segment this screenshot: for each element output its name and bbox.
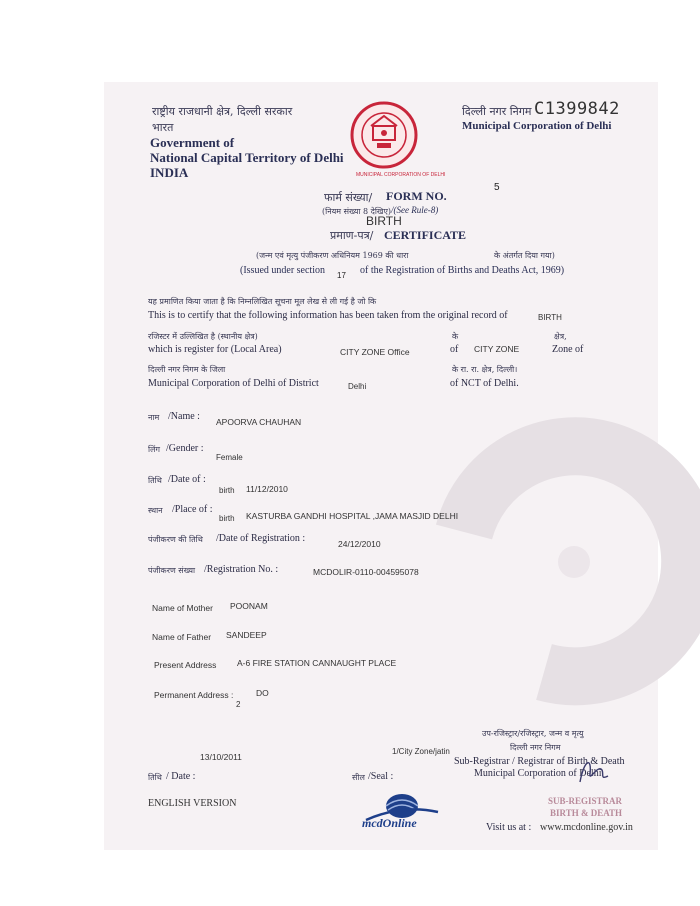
- govt-en-line2: National Capital Territory of Delhi: [150, 150, 344, 165]
- reg-date-value: 24/12/2010: [338, 539, 381, 549]
- reg-date-label-hindi: पंजीकरण की तिथि: [148, 535, 203, 544]
- reg-no-label: /Registration No. :: [204, 564, 279, 575]
- pob-label-hindi: स्थान: [148, 506, 163, 515]
- permanent-address-label: Permanent Address :: [154, 690, 234, 700]
- emblem-text: MUNICIPAL CORPORATION OF DELHI: [356, 172, 446, 178]
- govt-en-line1: Government of: [150, 135, 235, 150]
- present-address-value: A-6 FIRE STATION CANNAUGHT PLACE: [237, 658, 397, 668]
- seal-label: /Seal :: [368, 771, 394, 782]
- pob-prefix: birth: [219, 514, 235, 523]
- form-number: 5: [494, 182, 500, 193]
- area-hindi: क्षेत्र,: [554, 332, 567, 341]
- record-of-value: BIRTH: [538, 313, 562, 322]
- country-en: INDIA: [150, 165, 189, 180]
- section-number: 17: [337, 271, 346, 280]
- gender-value: Female: [216, 453, 243, 462]
- of-label: of: [450, 344, 459, 355]
- mcd-emblem-icon: [349, 100, 419, 170]
- cert-hindi: प्रमाण-पत्र/: [330, 229, 374, 242]
- stamp-line2: BIRTH & DEATH: [550, 808, 623, 818]
- gender-label: /Gender :: [166, 443, 204, 454]
- district-hindi: दिल्ली नगर निगम के जिला: [148, 365, 226, 374]
- dob-value: 11/12/2010: [246, 484, 288, 494]
- register-of-hindi: के: [452, 332, 459, 341]
- certify-hindi: यह प्रमाणित किया जाता है कि निम्नलिखित सूचना मूल लेख से ली गई है जो कि: [148, 297, 377, 306]
- country-hindi: भारत: [152, 121, 174, 134]
- district-en: Municipal Corporation of Delhi of District: [148, 378, 319, 389]
- mcd-en: Municipal Corporation of Delhi: [462, 120, 612, 132]
- reg-no-label-hindi: पंजीकरण संख्या: [148, 566, 196, 575]
- permanent-address-number: 2: [236, 700, 241, 709]
- nct-en: of NCT of Delhi.: [450, 378, 519, 389]
- seal-label-hindi: सील: [352, 773, 365, 782]
- stamp-line1: SUB-REGISTRAR: [548, 796, 623, 806]
- district-value: Delhi: [348, 382, 367, 391]
- register-hindi: रजिस्टर में उल्लिखित है (स्थानीय क्षेत्र): [148, 332, 258, 341]
- permanent-address-value: DO: [256, 688, 269, 698]
- form-label-hindi: फार्म संख्या/: [324, 191, 373, 204]
- registrar-hindi-2: दिल्ली नगर निगम: [510, 743, 561, 752]
- dob-label-hindi: तिथि: [148, 476, 162, 485]
- zone-value: CITY ZONE: [474, 344, 520, 354]
- certificate-sheet: [104, 82, 658, 850]
- gender-label-hindi: लिंग: [148, 445, 160, 454]
- version-label: ENGLISH VERSION: [148, 798, 237, 809]
- act-en-1: (Issued under section: [240, 265, 325, 276]
- certify-en: This is to certify that the following information has been taken from the original record of: [148, 310, 508, 321]
- serial-number: C1399842: [534, 99, 620, 119]
- signature-icon: [574, 754, 614, 788]
- zone-of-label: Zone of: [552, 344, 584, 355]
- name-label: /Name :: [168, 411, 200, 422]
- issue-date-value: 13/10/2011: [200, 752, 242, 762]
- mcdonline-logo-text: mcdOnline: [362, 816, 417, 830]
- dob-label: /Date of :: [168, 474, 206, 485]
- pob-value: KASTURBA GANDHI HOSPITAL ,JAMA MASJID DELHI: [246, 511, 459, 521]
- registrar-en-1: Sub-Registrar / Registrar of Birth & Death: [454, 756, 625, 767]
- name-label-hindi: नाम: [148, 413, 160, 422]
- father-label: Name of Father: [152, 632, 212, 642]
- registrar-en-2: Municipal Corporation of Delhi: [474, 768, 602, 779]
- pob-label: /Place of :: [172, 504, 213, 515]
- date-label: / Date :: [166, 771, 196, 782]
- visit-label: Visit us at :: [486, 822, 532, 833]
- father-value: SANDEEP: [226, 630, 267, 640]
- name-value: APOORVA CHAUHAN: [216, 417, 302, 427]
- certificate-type: BIRTH: [366, 214, 402, 228]
- govt-hindi: राष्ट्रीय राजधानी क्षेत्र, दिल्ली सरकार: [152, 105, 293, 118]
- mother-value: POONAM: [230, 601, 268, 611]
- mcd-hindi: दिल्ली नगर निगम: [462, 105, 532, 118]
- act-en-2: of the Registration of Births and Deaths Act, 1969): [360, 265, 565, 276]
- rule-en: /(See Rule-8): [391, 205, 439, 215]
- local-area-value: CITY ZONE Office: [340, 347, 410, 357]
- dob-prefix: birth: [219, 486, 235, 495]
- date-label-hindi: तिथि: [148, 773, 162, 782]
- cert-en: CERTIFICATE: [384, 228, 467, 242]
- present-address-label: Present Address: [154, 660, 217, 670]
- act-hindi-1: (जन्म एवं मृत्यु पंजीकरण अधिनियम 1969 की धारा: [256, 251, 409, 260]
- form-label-en: FORM NO.: [386, 189, 447, 203]
- reg-date-label: /Date of Registration :: [216, 533, 306, 544]
- website-link[interactable]: www.mcdonline.gov.in: [540, 822, 633, 833]
- act-hindi-2: के अंतर्गत दिया गया): [494, 251, 555, 260]
- nct-hindi: के रा. रा. क्षेत्र, दिल्ली।: [452, 365, 518, 374]
- registrar-hindi-1: उप-रजिस्ट्रार/रजिस्ट्रार, जन्म व मृत्यु: [482, 729, 584, 738]
- mother-label: Name of Mother: [152, 603, 213, 613]
- watermark-swirl: [424, 412, 700, 712]
- reg-no-value: MCDOLIR-0110-004595078: [313, 567, 419, 577]
- register-en: which is register for (Local Area): [148, 344, 282, 355]
- seal-text: 1/City Zone/jatin: [392, 747, 450, 756]
- rule-hindi: (नियम संख्या 8 देखिए): [322, 207, 391, 216]
